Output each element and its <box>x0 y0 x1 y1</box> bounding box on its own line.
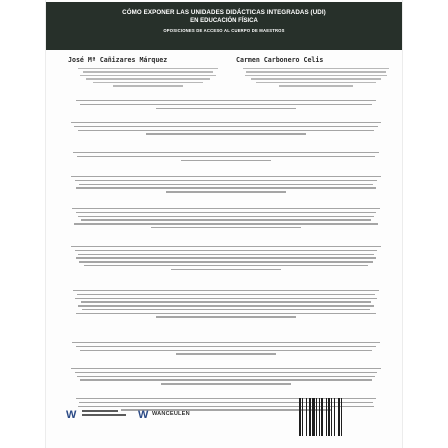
title-line-2: EN EDUCACIÓN FÍSICA <box>190 18 258 24</box>
paragraph <box>62 342 390 357</box>
publisher-logo-1 <box>66 408 130 422</box>
paragraph <box>62 122 390 137</box>
footer-logos <box>66 396 406 446</box>
author-2 <box>236 56 396 87</box>
author-1-name: José Mª Cañizares Márquez <box>68 56 168 64</box>
barcode-icon <box>298 396 346 440</box>
authors-block <box>46 56 402 96</box>
paragraph <box>62 152 390 163</box>
w-mark-icon: W <box>138 409 149 421</box>
author-1-affiliation <box>68 68 228 87</box>
w-mark-icon: W <box>66 409 77 421</box>
title-line-1: CÓMO EXPONER LAS UNIDADES DIDÁCTICAS INTEGRADAS (UDI) <box>122 9 326 16</box>
author-2-affiliation <box>236 68 396 87</box>
paragraph <box>62 176 390 195</box>
paragraph <box>62 368 390 387</box>
author-1 <box>68 56 228 87</box>
author-2-name: Carmen Carbonero Celis <box>236 56 324 64</box>
paragraph <box>62 290 390 320</box>
paragraph <box>62 100 390 111</box>
logo-2-text: WANCEULEN <box>152 411 190 417</box>
paragraph <box>62 208 390 231</box>
paragraph <box>62 246 390 272</box>
logo-1-text <box>82 410 126 418</box>
title-banner <box>46 2 402 50</box>
title-line-3: OPOSICIONES DE ACCESO AL CUERPO DE MAESTROS <box>163 28 285 33</box>
publisher-logo-2 <box>138 408 218 422</box>
